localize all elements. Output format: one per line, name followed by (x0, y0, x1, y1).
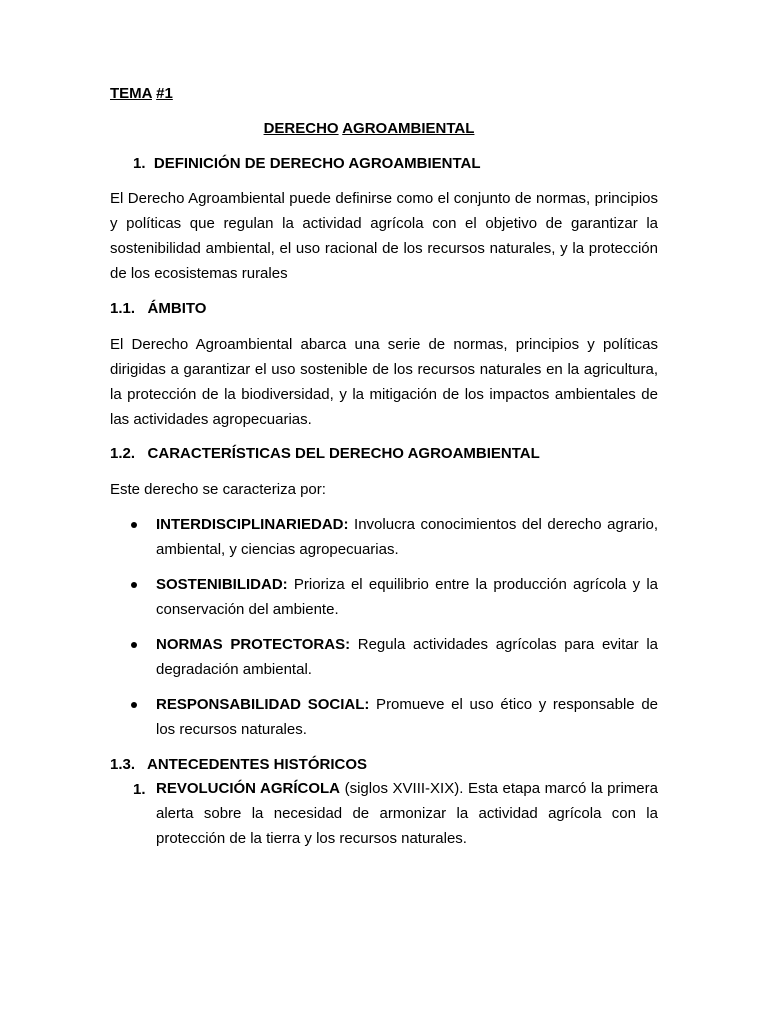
list-item-text: Involucra conocimientos del derecho agrario, ambiental, y ciencias agropecuarias. (156, 516, 658, 558)
list-item-text: Regula actividades agrícolas para evitar la degradación ambiental. (156, 636, 658, 678)
topic-label (110, 85, 173, 102)
section-1-1-paragraph: El Derecho Agroambiental abarca una serie de normas, principios y políticas dirigidas a garantizar el uso sostenible de los recursos naturales en la agricultura, la protección de la biodiversidad, y la mitigación de los impactos ambientales de las actividades agropecuarias. (110, 336, 658, 428)
section-1-2-number: 1.2. (110, 445, 136, 462)
topic-number: #1 (156, 85, 173, 102)
list-item (156, 512, 658, 562)
list-item-text: Prioriza el equilibrio entre la producción agrícola y la conservación del ambiente. (156, 576, 658, 618)
numbered-item-marker: 1. (133, 781, 146, 798)
section-1-2-heading (110, 445, 540, 462)
bullet-dot (131, 642, 137, 648)
numbered-item (156, 776, 658, 851)
bullet-dot (131, 522, 137, 528)
list-item-term: NORMAS PROTECTORAS: (156, 636, 351, 653)
section-1-2-title: CARACTERÍSTICAS DEL DERECHO AGROAMBIENTAL (147, 445, 540, 462)
section-1-number: 1. (133, 155, 146, 172)
list-item (156, 632, 658, 682)
title-word-1: DERECHO (263, 120, 339, 137)
section-1-3-heading (110, 756, 367, 773)
section-1-1-title: ÁMBITO (147, 300, 207, 317)
numbered-item-text: (siglos XVIII-XIX). Esta etapa marcó la primera alerta sobre la necesidad de armonizar la actividad agrícola con la protección de la tierra y los recursos naturales. (156, 780, 658, 847)
bullet-dot (131, 582, 137, 588)
section-1-1-heading (110, 300, 206, 317)
list-item-term: RESPONSABILIDAD SOCIAL: (156, 696, 370, 713)
list-item (156, 572, 658, 622)
list-item (156, 692, 658, 742)
list-item-text: Promueve el uso ético y responsable de los recursos naturales. (156, 696, 659, 738)
section-1-title: DEFINICIÓN DE DERECHO AGROAMBIENTAL (153, 155, 481, 172)
list-item-term: INTERDISCIPLINARIEDAD: (156, 516, 349, 533)
document-title (110, 120, 628, 137)
title-word-2: AGROAMBIENTAL (342, 120, 475, 137)
topic-word: TEMA (110, 85, 152, 102)
section-1-3-number: 1.3. (110, 756, 136, 773)
list-item-term: SOSTENIBILIDAD: (156, 576, 288, 593)
section-1-heading (133, 155, 481, 172)
section-1-1-number: 1.1. (110, 300, 136, 317)
section-1-3-title: ANTECEDENTES HISTÓRICOS (146, 756, 368, 773)
numbered-item-term: REVOLUCIÓN AGRÍCOLA (156, 780, 341, 797)
bullet-dot (131, 702, 137, 708)
section-1-2-intro: Este derecho se caracteriza por: (110, 481, 326, 498)
section-1-paragraph: El Derecho Agroambiental puede definirse como el conjunto de normas, principios y políticas que regulan la actividad agrícola con el objetivo de garantizar la sostenibilidad ambiental, el uso racional de los recursos naturales, y la protección de los ecosistemas rurales (110, 190, 658, 282)
